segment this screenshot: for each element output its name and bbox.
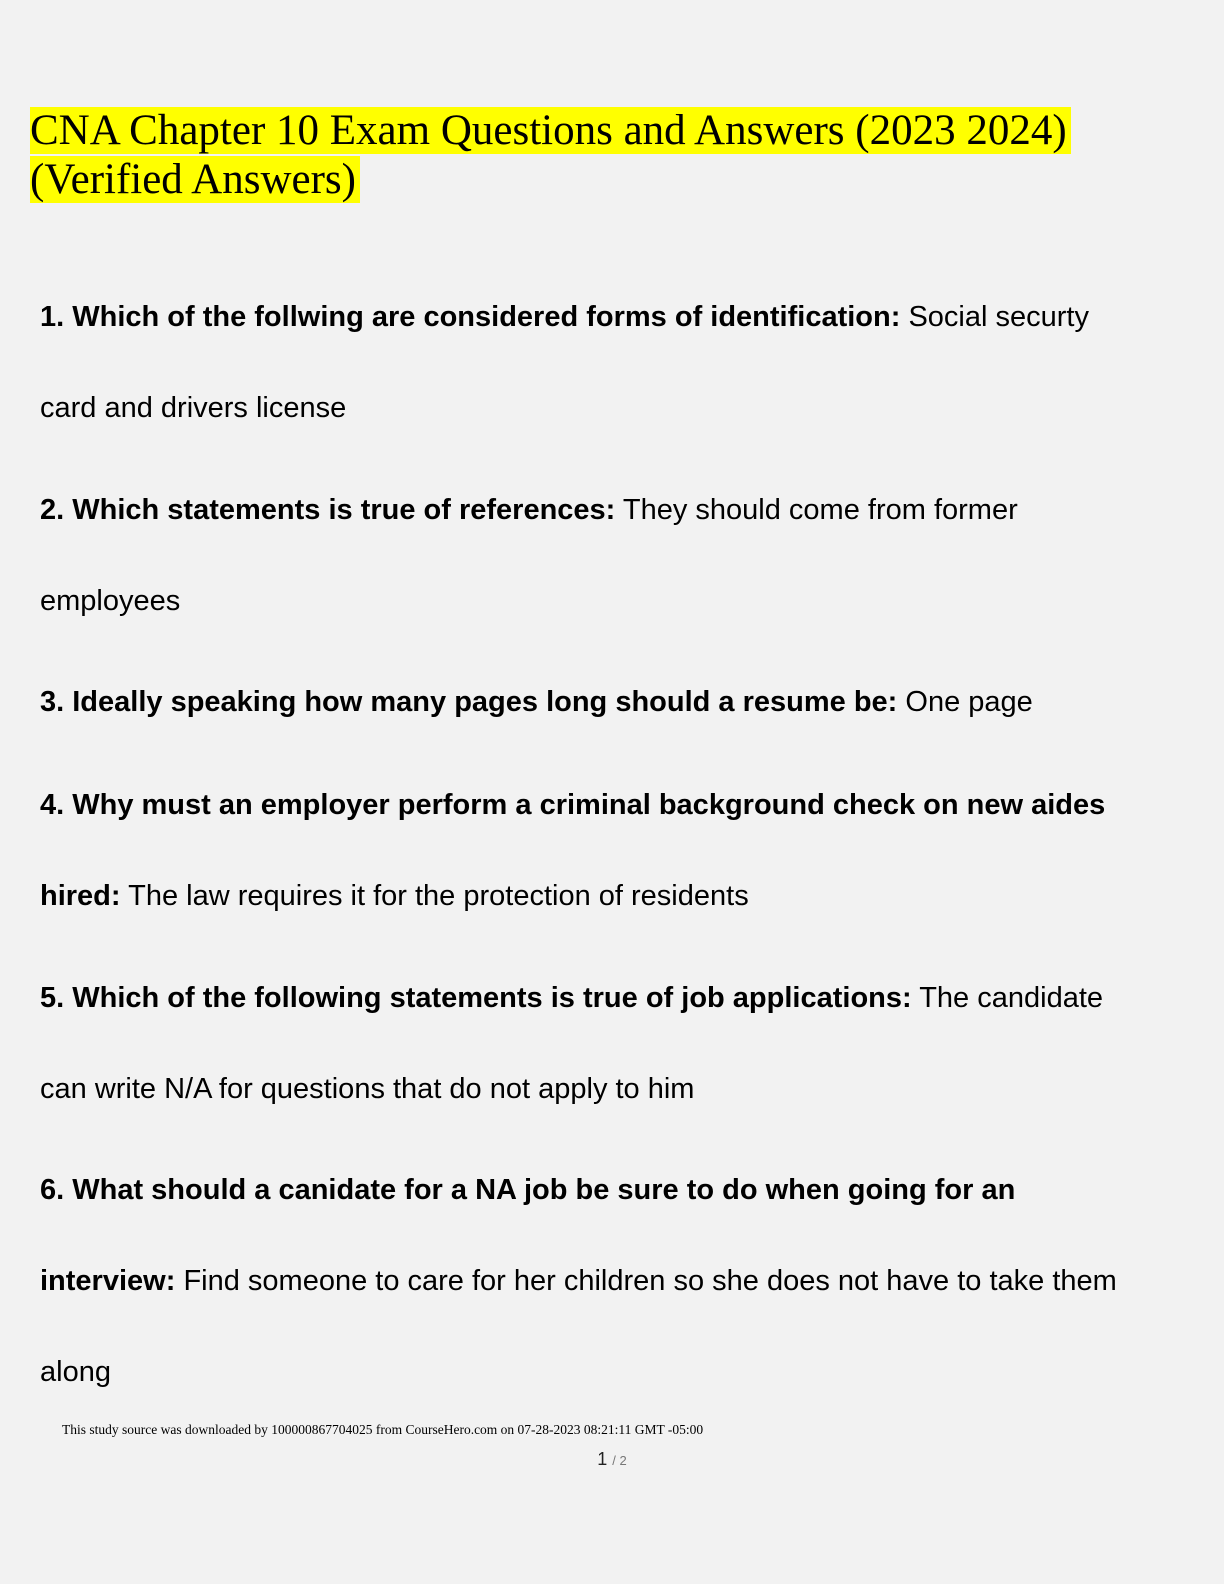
page-current: 1 <box>597 1449 608 1469</box>
answer-text: Find someone to care for her children so she does not have to take them along <box>40 1265 1117 1388</box>
question-text: 5. Which of the following statements is true of job applications: <box>40 982 912 1014</box>
answer-text: Social securty card and drivers license <box>40 301 1089 424</box>
page-indicator <box>0 1448 1224 1472</box>
title-line-2: (Verified Answers) <box>30 156 360 203</box>
question-text: 6. What should a canidate for a NA job be sure to do when going for an interview: <box>40 1174 1016 1297</box>
answer-text: They should come from former employees <box>40 494 1018 617</box>
answer-text: The law requires it for the protection of residents <box>128 880 749 912</box>
question-text: 2. Which statements is true of references: <box>40 494 616 526</box>
question-text: 1. Which of the follwing are considered forms of identification: <box>40 301 901 333</box>
download-source-notice: This study source was downloaded by 100000867704025 from CourseHero.com on 07-28-2023 08:21:11 GMT -05:00 <box>62 1422 704 1437</box>
qa-item <box>40 953 1150 1135</box>
document-title <box>30 106 1150 204</box>
qa-item <box>40 1145 1150 1418</box>
qa-item <box>40 272 1150 454</box>
question-text: 4. Why must an employer perform a criminal background check on new aides hired: <box>40 789 1106 912</box>
qa-item <box>40 465 1150 647</box>
question-text: 3. Ideally speaking how many pages long should a resume be: <box>40 686 898 718</box>
answer-text: The candidate can write N/A for questions that do not apply to him <box>40 982 1104 1105</box>
qa-item <box>40 657 1150 748</box>
answer-text: One page <box>905 686 1033 718</box>
qa-item <box>40 760 1150 942</box>
title-line-1: CNA Chapter 10 Exam Questions and Answers (2023 2024) <box>30 107 1071 154</box>
page-total: / 2 <box>612 1453 627 1468</box>
